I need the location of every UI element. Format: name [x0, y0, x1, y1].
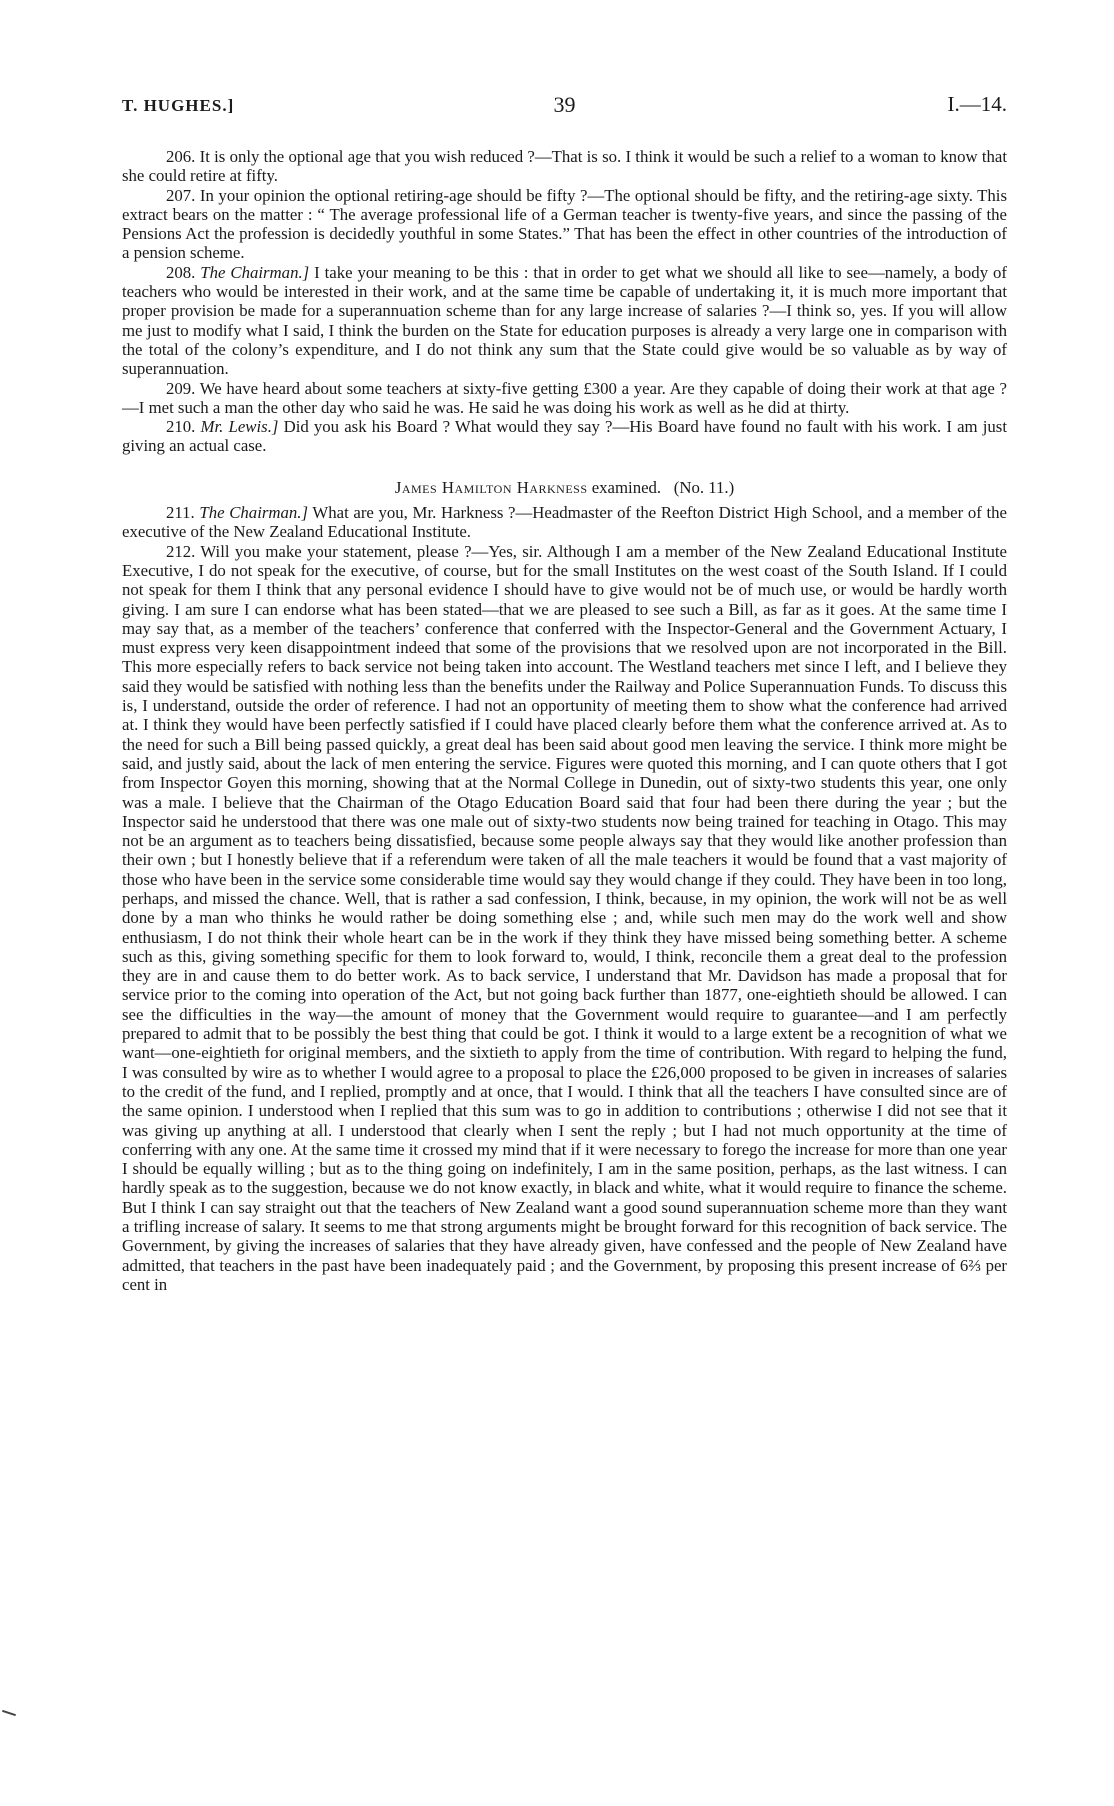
paragraph-208 — [122, 263, 1007, 379]
paragraph-210 — [122, 417, 1007, 456]
paragraph-text: Did you ask his Board ? What would they say ?—His Board have found no fault with his work. I am just giving an actual case. — [122, 417, 1007, 456]
paragraph-206 — [122, 147, 1007, 186]
page-body — [122, 147, 1007, 1294]
paragraph-212 — [122, 542, 1007, 1295]
paragraph-number: 210. — [166, 417, 196, 437]
paragraph-text: In your opinion the optional retiring-age should be fifty ?—The optional should be fifty, and the retiring-age sixty. This extract bears on the matter : “ The average professional life of a German teacher is twenty-five years, and since the passing of the Pensions Act the profession is decidedly youthful in some States.” That has been the effect in other countries of the introduction of a pension scheme. — [122, 185, 1008, 263]
paragraph-text: We have heard about some teachers at sixty-five getting £300 a year. Are they capable of doing their work at that age ?—I met such a man the other day who said he was. He said he was doing his work as well as he did at thirty. — [122, 378, 1007, 417]
paragraph-text: I take your meaning to be this : that in order to get what we should all like to see—namely, a body of teachers who would be interested in their work, and at the same time be capable of undertaking it, it is much more important that proper provision be made for a superannuation scheme than for any large increase of salaries ?—I think so, yes. If you will allow me just to modify what I said, I think the burden on the State for education purposes is already a very large one in comparison with the total of the colony’s expenditure, and I do not think any sum that the State could give would be so valuable as by way of superannuation. — [122, 262, 1007, 379]
paragraph-211 — [122, 503, 1007, 542]
paragraph-number: 207. — [166, 185, 196, 205]
document-reference: I.—14. — [947, 92, 1007, 116]
paragraph-209 — [122, 379, 1007, 418]
witness-examined: examined. — [591, 477, 662, 497]
page-header — [122, 92, 1007, 124]
speaker-label: Mr. Lewis.] — [200, 417, 279, 437]
witness-name: James Hamilton Harkness — [394, 477, 588, 497]
speaker-label: The Chairman.] — [199, 503, 309, 523]
paragraph-text: What are you, Mr. Harkness ?—Headmaster of the Reefton District High School, and a member of the executive of the New Zealand Educational Institute. — [122, 503, 1007, 542]
running-head-author: T. HUGHES.] — [122, 96, 235, 115]
paragraph-number: 209. — [166, 378, 196, 398]
paragraph-number: 212. — [166, 541, 196, 561]
margin-mark — [2, 1710, 16, 1716]
paragraph-207 — [122, 186, 1007, 263]
witness-heading — [122, 478, 1007, 497]
paragraph-number: 208. — [166, 262, 196, 282]
paragraph-number: 206. — [166, 147, 196, 166]
witness-number: (No. 11.) — [673, 477, 735, 497]
paragraph-number: 211. — [166, 503, 195, 523]
paragraph-text: Will you make your statement, please ?—Yes, sir. Although I am a member of the New Zealand Educational Institute Executive, I do not speak for the executive, of course, but for the small Institutes on the west coast of the South Island. If I could not speak for them I think that any personal evidence I should have to give would not be of much use, or would be hardly worth giving. I am sure I can endorse what has been stated—that we are pleased to see such a Bill, as far as it goes. At the same time I may say that, as a member of the teachers’ conference that conferred with the Inspector-General and the Government Actuary, I must express very keen disappointment indeed that some of the provisions that we resolved upon are not incorporated in the Bill. This more especially refers to back service not being taken into account. The Westland teachers met since I left, and I believe they said they would be satisfied with nothing less than the benefits under the Railway and Police Superannuation Funds. To discuss this is, I understand, outside the order of reference. I had not an opportunity of meeting them to show what the conference had arrived at. I think they would have been perfectly satisfied if I could have placed clearly before them what the conference arrived at. As to the need for such a Bill being passed quickly, a great deal has been said about good men leaving the service. I think more might be said, and justly said, about the lack of men entering the service. Figures were quoted this morning, and I can quote others that I got from Inspector Goyen this morning, showing that at the Normal College in Dunedin, out of sixty-two students this year, one only was a male. I believe that the Chairman of the Otago Education Board said that four had been there during the year ; but the Inspector said he understood that there was one male out of sixty-two students now being trained for teaching in Otago. This may not be an argument as to teachers being dissatisfied, because some people always say that they would like another profession than their own ; but I honestly believe that if a referendum were taken of all the male teachers it would be found that a vast majority of those who have been in the service some considerable time would say they would change if they could. They have been in too long, perhaps, and missed the chance. Well, that is rather a sad confession, I think, because, in my opinion, the work will not be as well done by a man who thinks he would rather be doing something else ; and, while such men may do the work well and show enthusiasm, I do not think their whole heart can be in the work if they think they have missed being something better. A scheme such as this, giving something specific for them to look forward to, would, I think, reconcile them a great deal to the profession they are in and cause them to do better work. As to back service, I understand that Mr. Davidson has made a proposal that for service prior to the coming into operation of the Act, but not going back further than 1877, one-eightieth should be allowed. I can see the difficulties in the way—the amount of money that the Government would require to guarantee—and I am perfectly prepared to admit that to be possibly the best thing that could be got. I think it would to a large extent be a recognition of what we want—one-eightieth for original members, and the sixtieth to apply from the time of contribution. With regard to helping the fund, I was consulted by wire as to whether I would agree to a proposal to place the £26,000 proposed to be given in increases of salaries to the credit of the fund, and I replied, promptly and at once, that I would. I think that all the teachers I have consulted since are of the same opinion. I understood when I replied that this sum was to go in addition to contributions ; otherwise I did not see that it was giving up anything at all. I understood that clearly when I sent the reply ; but I had not much opportunity at the time of conferring with any one. At the same time it crossed my mind that if it were necessary to forego the increase for more than one year I should be equally willing ; but as to the thing going on indefinitely, I am in the same position, perhaps, as the last witness. I can hardly speak as to the suggestion, because we do not know exactly, in black and white, what it would require to finance the scheme. But I think I can say straight out that the teachers of New Zealand want a good sound superannuation scheme more than they want a trifling increase of salary. It seems to me that strong arguments might be brought forward for this recognition of back service. The Government, by giving the increases of salaries that they have already given, have confessed and the people of New Zealand have admitted, that teachers in the past have been inadequately paid ; and the Government, by proposing this present increase of 6⅔ per cent in — [122, 541, 1007, 1294]
paragraph-text: It is only the optional age that you wish reduced ?—That is so. I think it would be such a relief to a woman to know that she could retire at fifty. — [122, 147, 1008, 186]
page-number: 39 — [553, 92, 576, 117]
speaker-label: The Chairman.] — [200, 262, 310, 282]
